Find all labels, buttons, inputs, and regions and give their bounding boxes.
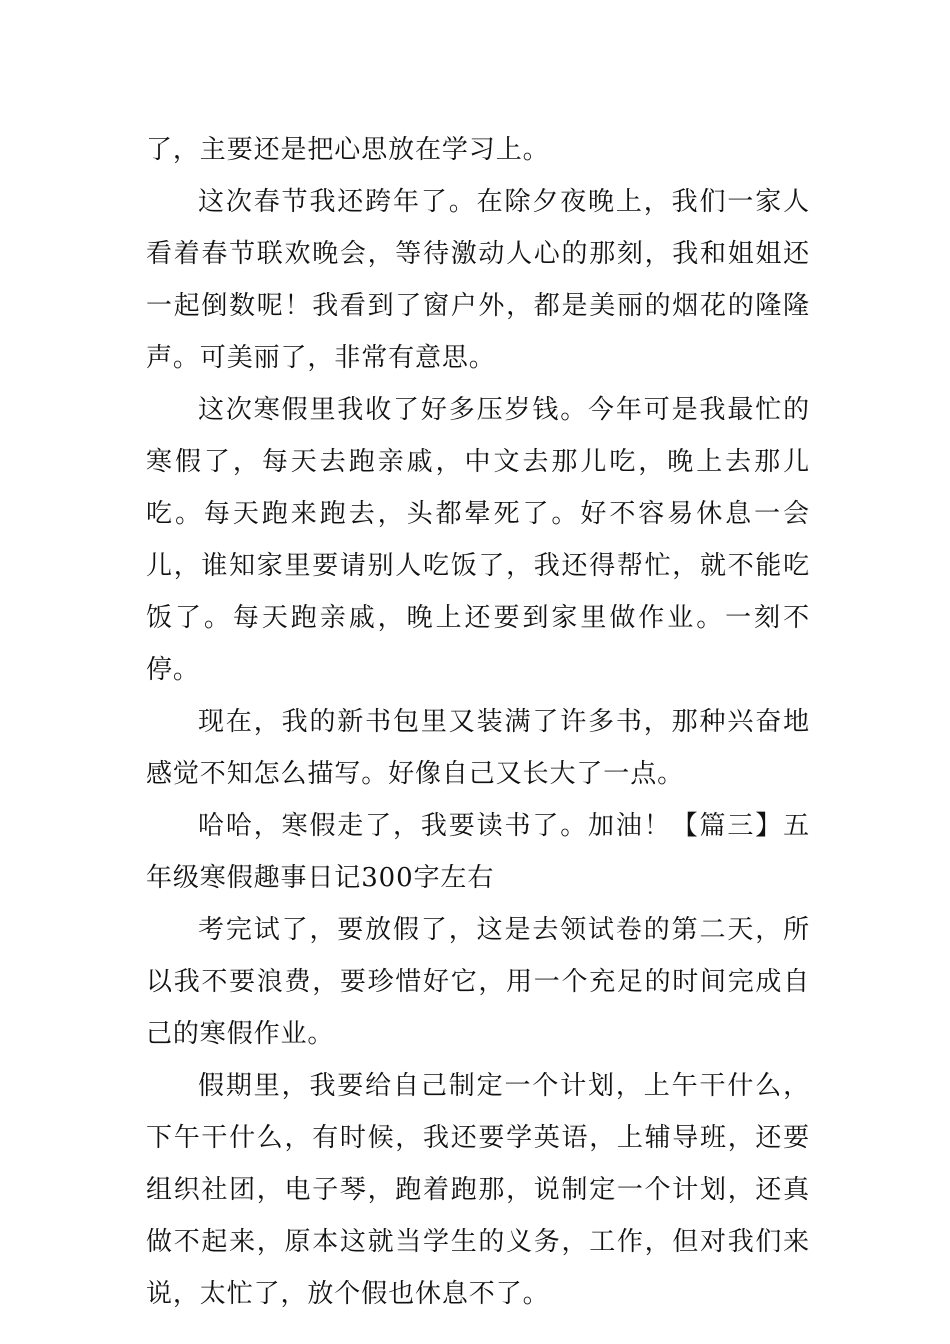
paragraph-3: 这次寒假里我收了好多压岁钱。今年可是我最忙的寒假了，每天去跑亲戚，中文去那儿吃，晚上去那儿吃。每天跑来跑去，头都晕死了。好不容易休息一会儿，谁知家里要请别人吃饭了，我还得帮忙，就不能吃饭了。每天跑亲戚，晚上还要到家里做作业。一刻不停。 [146,395,810,685]
paragraph-1: 了，主要还是把心思放在学习上。 [146,135,550,165]
paragraph-4: 现在，我的新书包里又装满了许多书，那种兴奋地感觉不知怎么描写。好像自己又长大了一点。 [146,707,810,789]
paragraph-2: 这次春节我还跨年了。在除夕夜晚上，我们一家人看着春节联欢晚会，等待激动人心的那刻，我和姐姐还一起倒数呢！我看到了窗户外，都是美丽的烟花的隆隆声。可美丽了，非常有意思。 [146,187,810,373]
paragraph-5: 哈哈，寒假走了，我要读书了。加油！【篇三】五年级寒假趣事日记300字左右 [146,811,810,893]
document-body [146,124,810,1320]
paragraph-7: 假期里，我要给自己制定一个计划，上午干什么，下午干什么，有时候，我还要学英语，上辅导班，还要组织社团，电子琴，跑着跑那，说制定一个计划，还真做不起来，原本这就当学生的义务，工作，但对我们来说，太忙了，放个假也休息不了。 [146,1071,810,1309]
paragraph-6: 考完试了，要放假了，这是去领试卷的第二天，所以我不要浪费，要珍惜好它，用一个充足的时间完成自己的寒假作业。 [146,915,810,1049]
